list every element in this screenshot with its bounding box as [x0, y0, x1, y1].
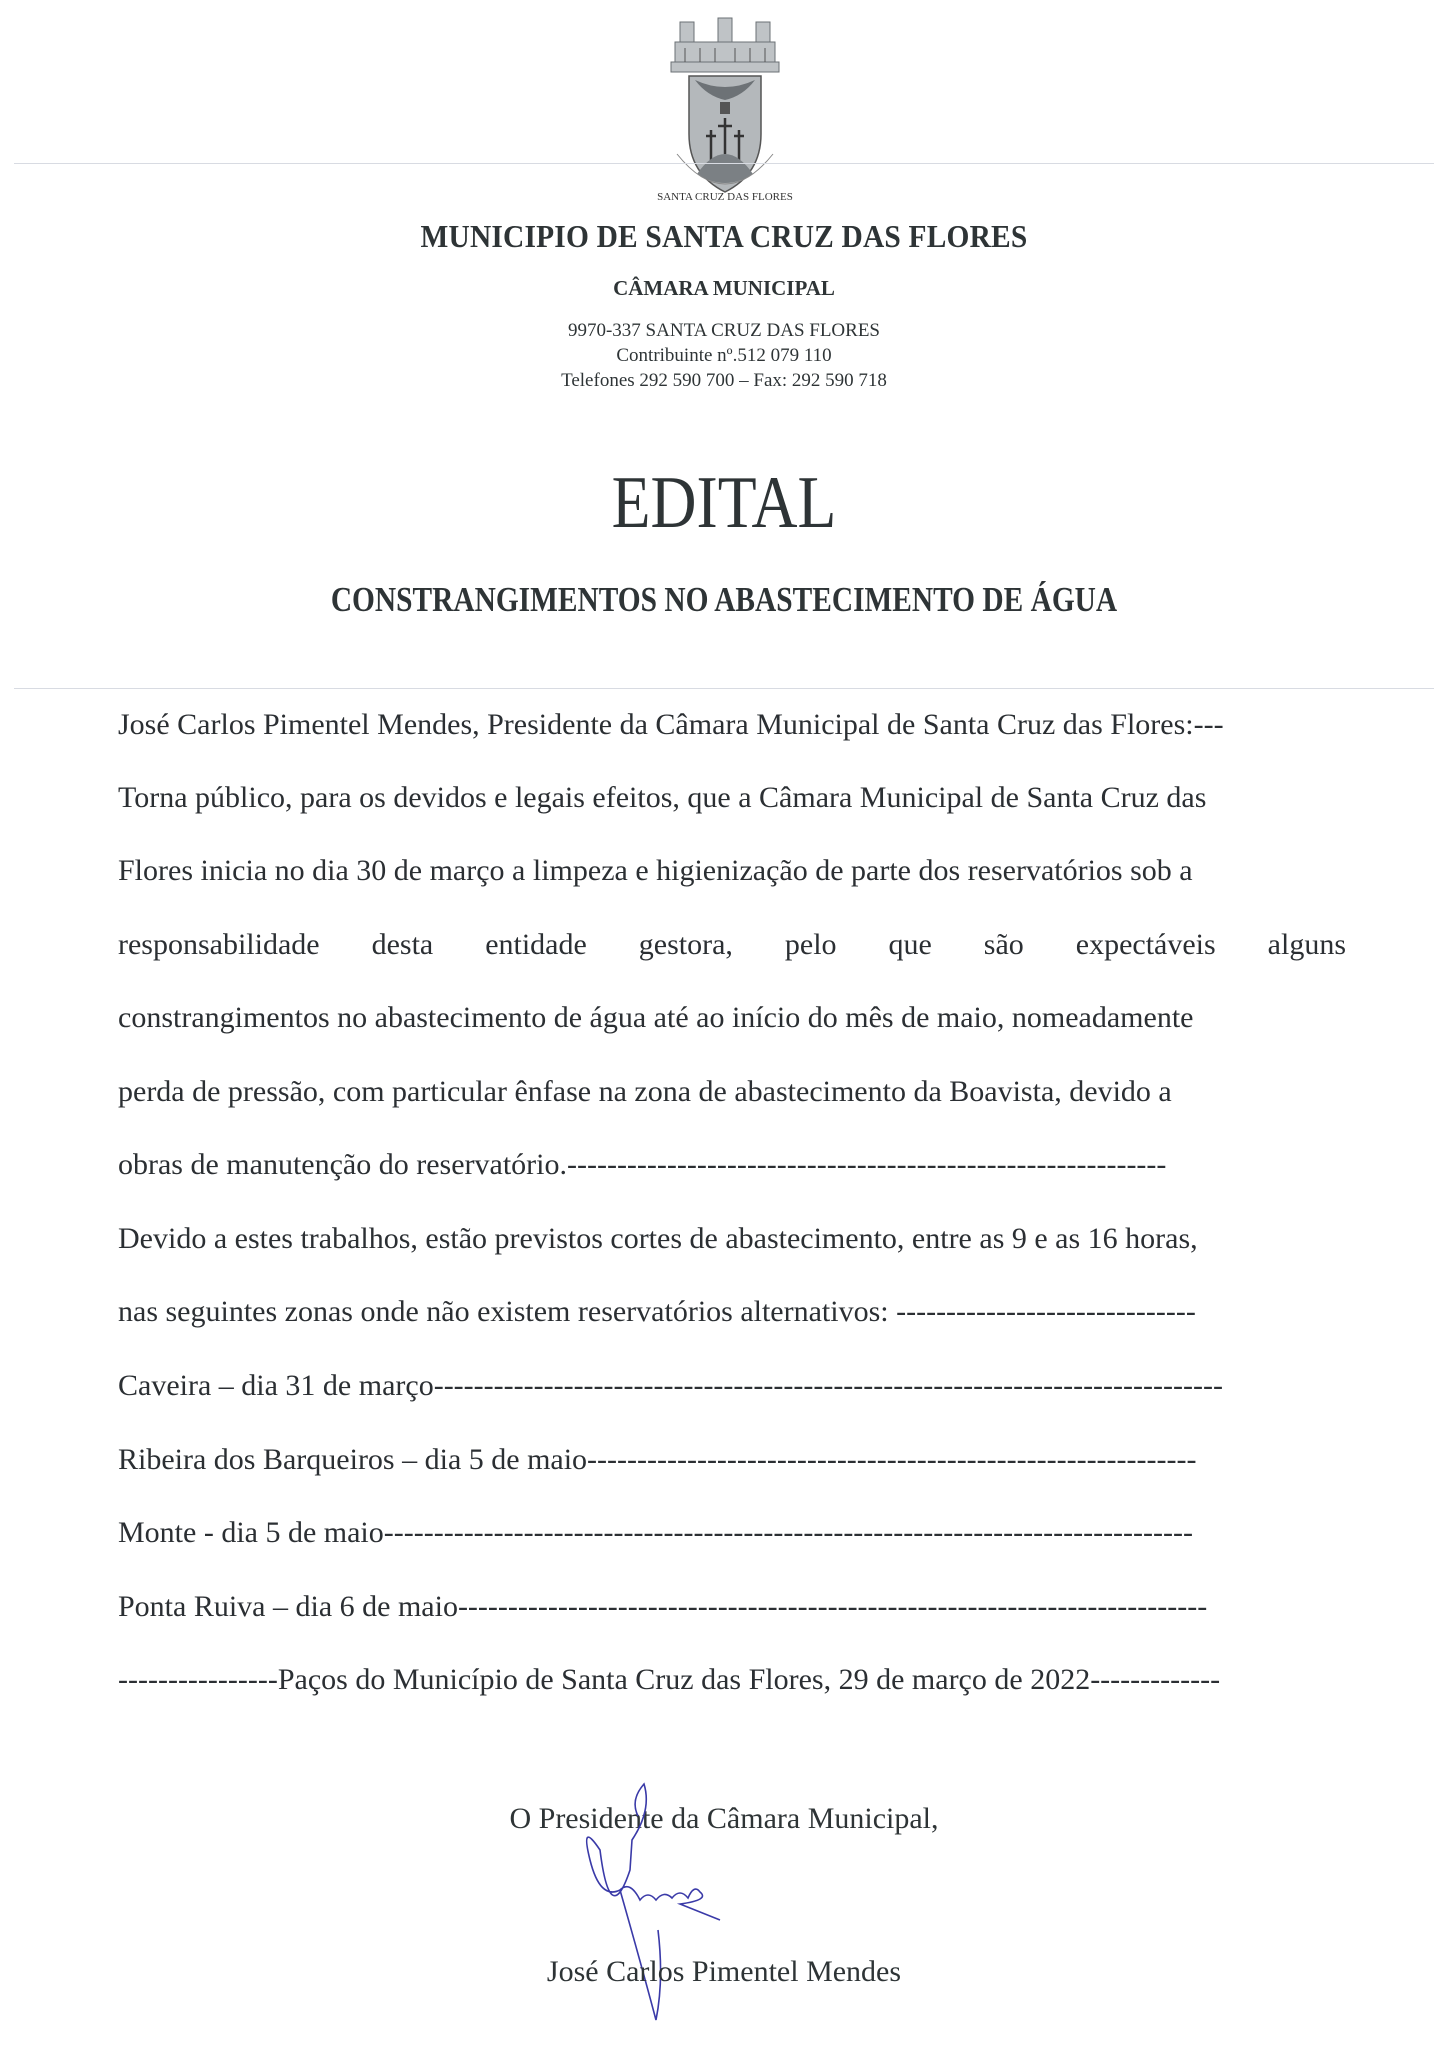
- body-line: Devido a estes trabalhos, estão previstos cortes de abastecimento, entre as 9 e as 16 horas,: [118, 1222, 1198, 1255]
- body-line: Flores inicia no dia 30 de março a limpeza e higienização de parte dos reservatórios sob a: [118, 854, 1193, 887]
- body-line: obras de manutenção do reservatório.------------------------------------------------------------: [118, 1148, 1167, 1181]
- body-line: constrangimentos no abastecimento de água até ao início do mês de maio, nomeadamente: [118, 1001, 1194, 1034]
- schedule-item-ponta-ruiva: Ponta Ruiva – dia 6 de maio---------------------------------------------------------------------------: [118, 1590, 1208, 1623]
- document-subject: CONSTRANGIMENTOS NO ABASTECIMENTO DE ÁGUA: [330, 580, 1118, 619]
- closing-line: ----------------Paços do Município de Santa Cruz das Flores, 29 de março de 2022-------------: [118, 1663, 1221, 1696]
- municipal-crest: [625, 14, 825, 204]
- crest-motto: SANTA CRUZ DAS FLORES: [657, 191, 793, 203]
- schedule-item-monte: Monte - dia 5 de maio---------------------------------------------------------------------------------: [118, 1516, 1193, 1549]
- body-line: responsabilidade desta entidade gestora, pelo que são expectáveis alguns: [118, 928, 1346, 961]
- body-line: perda de pressão, com particular ênfase na zona de abastecimento da Boavista, devido a: [118, 1075, 1172, 1108]
- taxpayer-number: Contribuinte nº.512 079 110: [616, 345, 832, 366]
- schedule-item-ribeira-dos-barqueiros: Ribeira dos Barqueiros – dia 5 de maio-------------------------------------------------------------: [118, 1443, 1197, 1476]
- header-divider: [14, 163, 1434, 164]
- schedule-item-caveira: Caveira – dia 31 de março-------------------------------------------------------------------------------: [118, 1369, 1223, 1402]
- signatory-role: O Presidente da Câmara Municipal,: [509, 1802, 939, 1835]
- signature-icon: [560, 1780, 860, 2040]
- address: 9970-337 SANTA CRUZ DAS FLORES: [567, 320, 880, 341]
- document-type: EDITAL: [611, 462, 837, 544]
- body-line: José Carlos Pimentel Mendes, Presidente da Câmara Municipal de Santa Cruz das Flores:---: [118, 708, 1224, 741]
- body-line: nas seguintes zonas onde não existem reservatórios alternativos: ------------------------------: [118, 1295, 1196, 1328]
- council-name: CÂMARA MUNICIPAL: [613, 276, 835, 300]
- municipality-name: MUNICIPIO DE SANTA CRUZ DAS FLORES: [420, 218, 1028, 254]
- title-divider: [14, 688, 1434, 689]
- signatory-name: José Carlos Pimentel Mendes: [546, 1955, 902, 1988]
- body-line: Torna público, para os devidos e legais efeitos, que a Câmara Municipal de Santa Cruz das: [118, 781, 1207, 814]
- coat-of-arms-icon: [625, 14, 825, 204]
- phone-fax: Telefones 292 590 700 – Fax: 292 590 718: [561, 370, 887, 391]
